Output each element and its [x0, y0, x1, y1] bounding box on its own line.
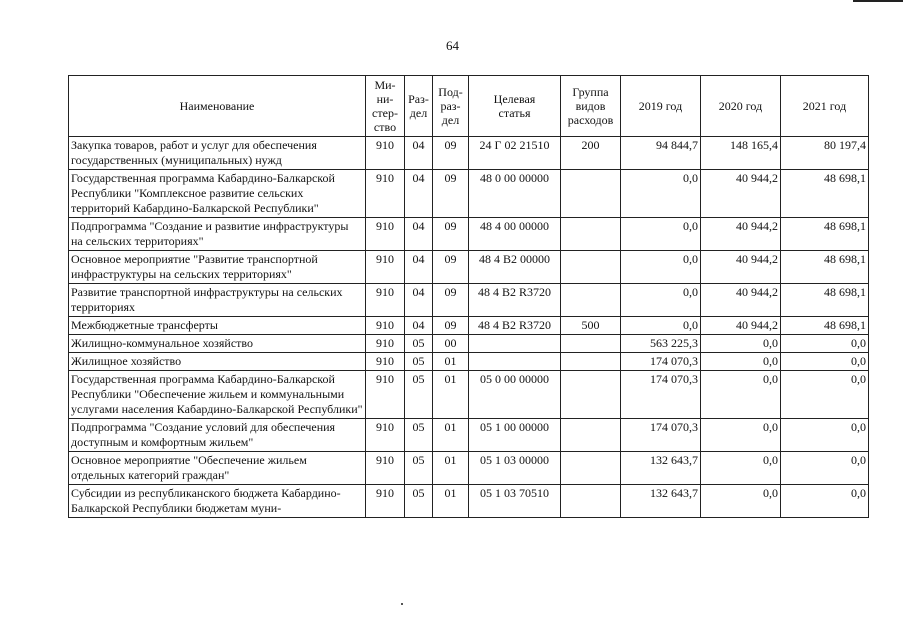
header-ministry: Ми- ни- стер- ство	[366, 76, 405, 137]
cell-ministry: 910	[366, 371, 405, 419]
table-row	[69, 137, 869, 170]
cell-2021: 48 698,1	[781, 284, 869, 317]
cell-target-article: 05 0 00 00000	[469, 371, 561, 419]
table-row	[69, 317, 869, 335]
cell-target-article: 05 1 03 00000	[469, 452, 561, 485]
cell-2019: 94 844,7	[621, 137, 701, 170]
table-row	[69, 452, 869, 485]
cell-target-article: 48 4 00 00000	[469, 218, 561, 251]
cell-section: 05	[405, 419, 433, 452]
table-row	[69, 251, 869, 284]
header-year-2021: 2021 год	[781, 76, 869, 137]
cell-ministry: 910	[366, 137, 405, 170]
cell-ministry: 910	[366, 452, 405, 485]
header-year-2020: 2020 год	[701, 76, 781, 137]
cell-name: Межбюджетные трансферты	[69, 317, 366, 335]
cell-2021: 0,0	[781, 485, 869, 518]
cell-2020: 148 165,4	[701, 137, 781, 170]
cell-name: Основное мероприятие "Обеспечение жильем отдельных категорий граждан"	[69, 452, 366, 485]
cell-2020: 0,0	[701, 335, 781, 353]
cell-name: Государственная программа Кабардино-Балкарской Республики "Комплексное развитие сельских территорий Кабардино-Балкарской Республики"	[69, 170, 366, 218]
cell-name: Основное мероприятие "Развитие транспортной инфраструктуры на сельских территориях"	[69, 251, 366, 284]
cell-name: Закупка товаров, работ и услуг для обеспечения государственных (муниципальных) нужд	[69, 137, 366, 170]
cell-expense-group	[561, 419, 621, 452]
cell-section: 05	[405, 452, 433, 485]
cell-target-article: 24 Г 02 21510	[469, 137, 561, 170]
cell-ministry: 910	[366, 170, 405, 218]
cell-2020: 40 944,2	[701, 284, 781, 317]
cell-subsection: 01	[433, 419, 469, 452]
cell-section: 04	[405, 137, 433, 170]
cell-expense-group	[561, 284, 621, 317]
cell-subsection: 09	[433, 137, 469, 170]
cell-subsection: 09	[433, 218, 469, 251]
page-number: 64	[446, 38, 459, 53]
cell-2019: 132 643,7	[621, 485, 701, 518]
cell-expense-group: 200	[561, 137, 621, 170]
cell-expense-group	[561, 485, 621, 518]
cell-target-article	[469, 353, 561, 371]
cell-2019: 174 070,3	[621, 353, 701, 371]
cell-target-article	[469, 335, 561, 353]
cell-2019: 0,0	[621, 251, 701, 284]
cell-2019: 132 643,7	[621, 452, 701, 485]
cell-2020: 40 944,2	[701, 170, 781, 218]
cell-name: Государственная программа Кабардино-Балкарской Республики "Обеспечение жильем и коммунальными услугами населения Кабардино-Балкарской Республики"	[69, 371, 366, 419]
header-year-2019: 2019 год	[621, 76, 701, 137]
cell-ministry: 910	[366, 218, 405, 251]
table-row	[69, 371, 869, 419]
cell-name: Развитие транспортной инфраструктуры на сельских территориях	[69, 284, 366, 317]
cell-expense-group	[561, 170, 621, 218]
cell-2020: 40 944,2	[701, 218, 781, 251]
cell-2020: 0,0	[701, 371, 781, 419]
cell-section: 05	[405, 485, 433, 518]
cell-2021: 0,0	[781, 353, 869, 371]
cell-target-article: 48 4 В2 R3720	[469, 284, 561, 317]
table-row	[69, 353, 869, 371]
cell-expense-group	[561, 452, 621, 485]
header-target-article: Целевая статья	[469, 76, 561, 137]
cell-expense-group	[561, 251, 621, 284]
cell-2019: 174 070,3	[621, 419, 701, 452]
cell-2021: 48 698,1	[781, 170, 869, 218]
cell-subsection: 01	[433, 371, 469, 419]
cell-section: 04	[405, 317, 433, 335]
header-name: Наименование	[69, 76, 366, 137]
cell-section: 04	[405, 218, 433, 251]
cell-2020: 40 944,2	[701, 317, 781, 335]
cell-2019: 0,0	[621, 218, 701, 251]
cell-expense-group	[561, 335, 621, 353]
cell-section: 04	[405, 251, 433, 284]
cell-2019: 563 225,3	[621, 335, 701, 353]
header-subsection: Под- раз- дел	[433, 76, 469, 137]
table-header-row	[69, 76, 869, 137]
cell-target-article: 05 1 00 00000	[469, 419, 561, 452]
cell-name: Субсидии из республиканского бюджета Кабардино-Балкарской Республики бюджетам муни-	[69, 485, 366, 518]
cell-ministry: 910	[366, 284, 405, 317]
cell-2021: 0,0	[781, 419, 869, 452]
cell-2021: 80 197,4	[781, 137, 869, 170]
table-row	[69, 485, 869, 518]
cell-name: Жилищно-коммунальное хозяйство	[69, 335, 366, 353]
cell-2021: 0,0	[781, 371, 869, 419]
cell-expense-group	[561, 371, 621, 419]
cell-ministry: 910	[366, 353, 405, 371]
cell-expense-group	[561, 353, 621, 371]
header-section: Раз- дел	[405, 76, 433, 137]
table-row	[69, 335, 869, 353]
cell-section: 04	[405, 284, 433, 317]
table-row	[69, 218, 869, 251]
cell-expense-group	[561, 218, 621, 251]
cell-target-article: 48 0 00 00000	[469, 170, 561, 218]
cell-section: 05	[405, 335, 433, 353]
cell-target-article: 48 4 В2 00000	[469, 251, 561, 284]
cell-section: 05	[405, 371, 433, 419]
cell-name: Подпрограмма "Создание условий для обеспечения доступным и комфортным жильем"	[69, 419, 366, 452]
cell-2020: 0,0	[701, 353, 781, 371]
cell-2020: 0,0	[701, 452, 781, 485]
cell-section: 05	[405, 353, 433, 371]
cell-2019: 174 070,3	[621, 371, 701, 419]
cell-target-article: 05 1 03 70510	[469, 485, 561, 518]
cell-ministry: 910	[366, 485, 405, 518]
cell-ministry: 910	[366, 335, 405, 353]
cell-subsection: 09	[433, 251, 469, 284]
cell-name: Подпрограмма "Создание и развитие инфраструктуры на сельских территориях"	[69, 218, 366, 251]
cell-2021: 0,0	[781, 452, 869, 485]
cell-2020: 0,0	[701, 419, 781, 452]
cell-subsection: 01	[433, 353, 469, 371]
cell-2020: 0,0	[701, 485, 781, 518]
cell-ministry: 910	[366, 251, 405, 284]
cell-expense-group: 500	[561, 317, 621, 335]
cell-subsection: 09	[433, 284, 469, 317]
cell-ministry: 910	[366, 317, 405, 335]
table-row	[69, 419, 869, 452]
cell-subsection: 09	[433, 170, 469, 218]
header-expense-group: Группа видов расходов	[561, 76, 621, 137]
corner-rule	[853, 0, 903, 2]
cell-subsection: 00	[433, 335, 469, 353]
cell-target-article: 48 4 В2 R3720	[469, 317, 561, 335]
cell-ministry: 910	[366, 419, 405, 452]
cell-name: Жилищное хозяйство	[69, 353, 366, 371]
cell-2019: 0,0	[621, 170, 701, 218]
cell-subsection: 01	[433, 485, 469, 518]
cell-2021: 48 698,1	[781, 251, 869, 284]
table-row	[69, 284, 869, 317]
cell-2021: 0,0	[781, 335, 869, 353]
cell-2021: 48 698,1	[781, 218, 869, 251]
cell-subsection: 01	[433, 452, 469, 485]
cell-2019: 0,0	[621, 284, 701, 317]
cell-2020: 40 944,2	[701, 251, 781, 284]
cell-2019: 0,0	[621, 317, 701, 335]
cell-section: 04	[405, 170, 433, 218]
cell-2021: 48 698,1	[781, 317, 869, 335]
scan-speck	[401, 603, 403, 605]
budget-table	[68, 75, 869, 518]
cell-subsection: 09	[433, 317, 469, 335]
table-row	[69, 170, 869, 218]
